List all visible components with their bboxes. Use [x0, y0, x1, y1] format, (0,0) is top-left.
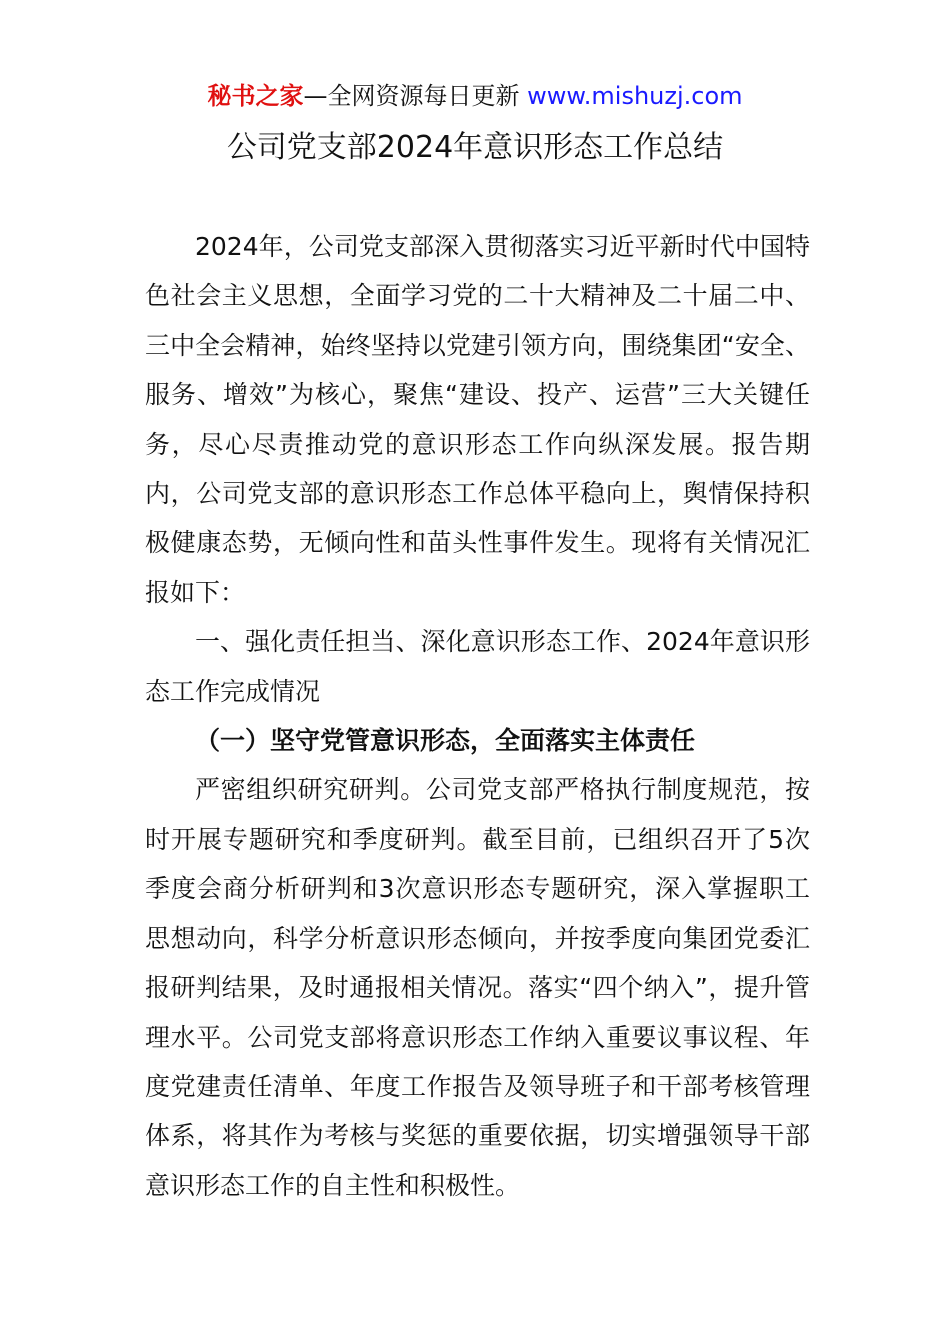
- section-heading: 一、强化责任担当、深化意识形态工作、2024年意识形态工作完成情况: [145, 627, 810, 706]
- site-header: [0, 78, 950, 114]
- document-title: 公司党支部2024年意识形态工作总结: [226, 130, 724, 165]
- header-tagline: —全网资源每日更新: [303, 82, 520, 110]
- brand-name: 秘书之家: [207, 82, 304, 110]
- subsection-paragraph: 严密组织研究研判。公司党支部严格执行制度规范，按时开展专题研究和季度研判。截至目前，已组织召开了5次季度会商分析研判和3次意识形态专题研究，深入掌握职工思想动向，科学分析意识形态倾向，并按季度向集团党委汇报研判结果，及时通报相关情况。落实“四个纳入”，提升管理水平。公司党支部将意识形态工作纳入重要议事议程、年度党建责任清单、年度工作报告及领导班子和干部考核管理体系，将其作为考核与奖惩的重要依据，切实增强领导干部意识形态工作的自主性和积极性。: [145, 775, 810, 1200]
- site-url-link[interactable]: www.mishuzj.com: [527, 82, 743, 110]
- subsection-heading: （一）坚守党管意识形态，全面落实主体责任: [195, 726, 696, 756]
- intro-paragraph: 2024年，公司党支部深入贯彻落实习近平新时代中国特色社会主义思想，全面学习党的二十大精神及二十届二中、三中全会精神，始终坚持以党建引领方向，围绕集团“安全、服务、增效”为核心，聚焦“建设、投产、运营”三大关键任务，尽心尽责推动党的意识形态工作向纵深发展。报告期内，公司党支部的意识形态工作总体平稳向上，舆情保持积极健康态势，无倾向性和苗头性事件发生。现将有关情况汇报如下：: [145, 232, 810, 607]
- document-body: [145, 222, 810, 1210]
